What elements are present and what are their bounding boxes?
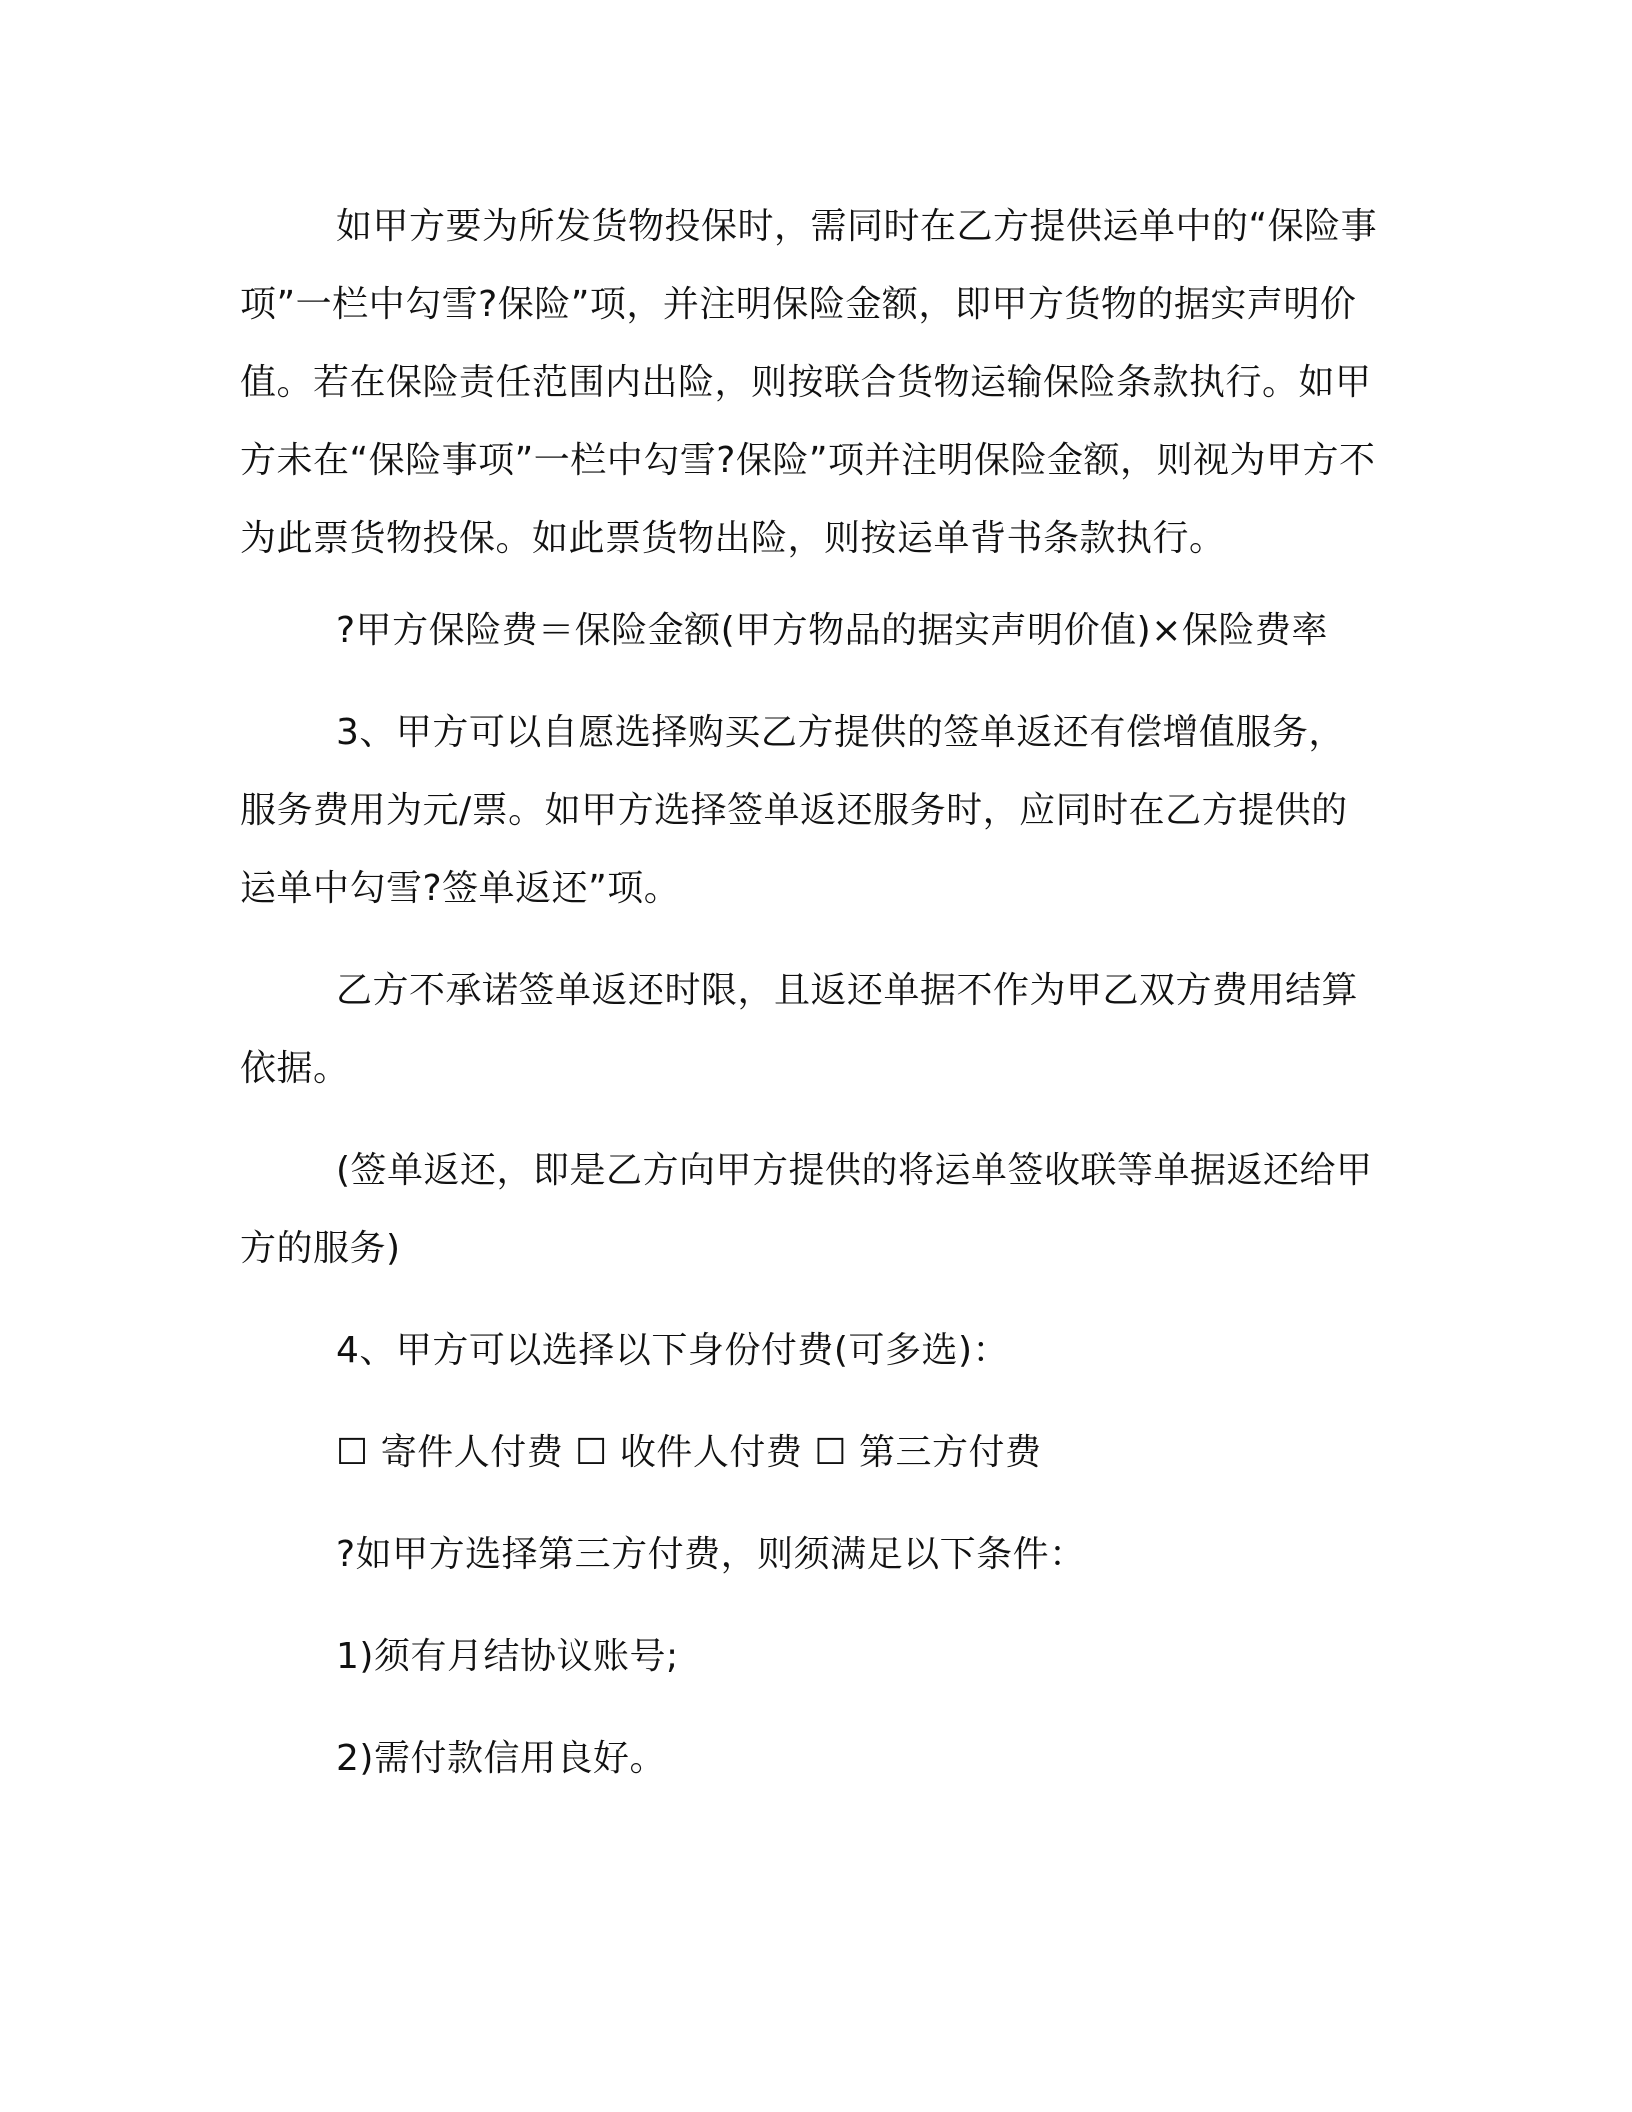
third-party-payment-conditions-intro: ?如甲方选择第三方付费，则须满足以下条件： — [336, 1534, 1086, 1575]
signature-return-service-paragraph: 3、甲方可以自愿选择购买乙方提供的签单返还有偿增值服务，服务费用为元/票。如甲方选择签单返还服务时，应同时在乙方提供的运单中勾雪?签单返还”项。 — [240, 712, 1348, 909]
insurance-fee-formula: ?甲方保险费＝保险金额(甲方物品的据实声明价值)×保险费率 — [336, 610, 1328, 651]
signature-return-definition-paragraph: (签单返还，即是乙方向甲方提供的将运单签收联等单据返还给甲方的服务) — [240, 1150, 1373, 1269]
document-body — [240, 188, 1380, 1822]
payment-options-line: ☐ 寄件人付费 ☐ 收件人付费 ☐ 第三方付费 — [336, 1432, 1042, 1473]
insurance-paragraph: 如甲方要为所发货物投保时，需同时在乙方提供运单中的“保险事项”一栏中勾雪?保险”项，并注明保险金额，即甲方货物的据实声明价值。若在保险责任范围内出险，则按联合货物运输保险条款执行。如甲方未在“保险事项”一栏中勾雪?保险”项并注明保险金额，则视为甲方不为此票货物投保。如此票货物出险，则按运单背书条款执行。 — [240, 206, 1378, 559]
payment-identity-heading: 4、甲方可以选择以下身份付费(可多选)： — [336, 1330, 1009, 1371]
condition-item-2: 2)需付款信用良好。 — [336, 1738, 666, 1779]
signature-return-time-limit-paragraph: 乙方不承诺签单返还时限，且返还单据不作为甲乙双方费用结算依据。 — [240, 970, 1359, 1089]
condition-item-1: 1)须有月结协议账号; — [336, 1636, 679, 1677]
